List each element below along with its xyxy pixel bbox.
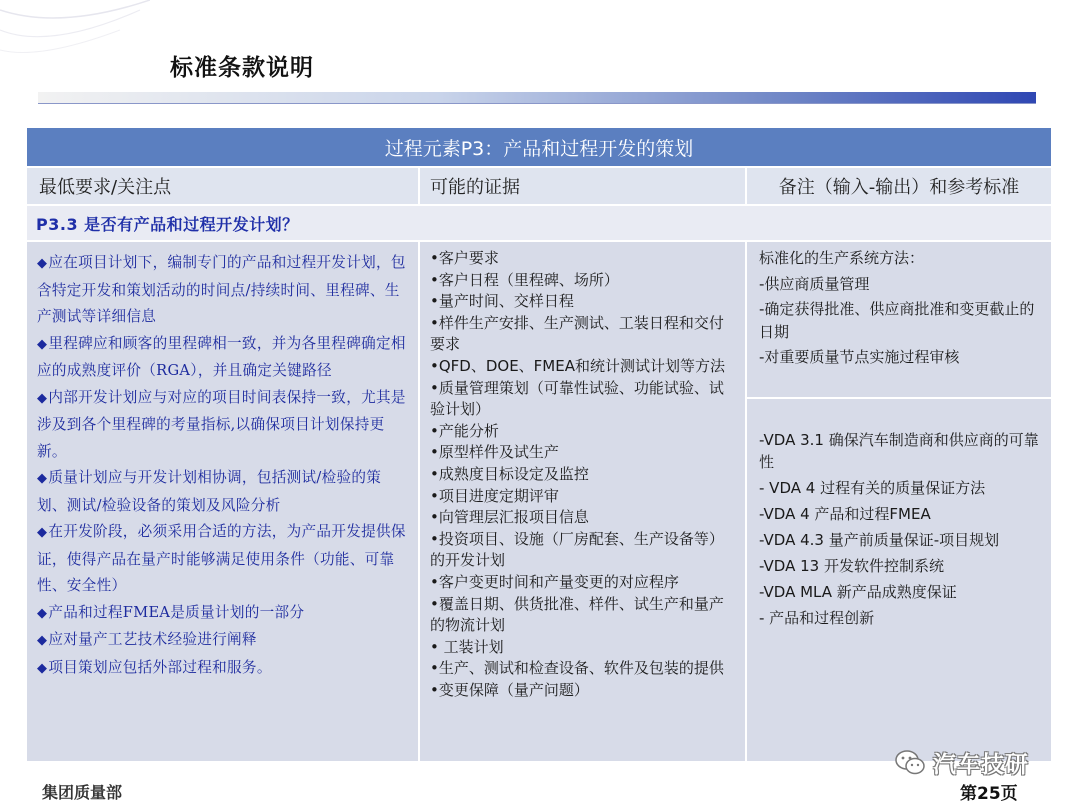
watermark [893,745,1029,779]
requirement-item: ◆里程碑应和顾客的里程碑相一致，并为各里程碑确定相应的成熟度评价（RGA），并且确定关键路径 [37,334,406,379]
wechat-icon [893,745,927,779]
evidence-item: •量产时间、交样日程 [430,292,574,311]
requirements-cell [27,242,420,763]
standard-reference: -VDA 4 产品和过程FMEA [759,505,931,523]
diamond-bullet-icon: ◆ [37,633,48,648]
evidence-item: •客户要求 [430,249,499,267]
requirement-item: ◆在开发阶段，必须采用合适的方法，为产品开发提供保证，使得产品在量产时能够满足使用条件（功能、可靠性、安全性） [37,523,406,594]
page-title: 标准条款说明 [170,55,314,81]
standard-reference: - 产品和过程创新 [759,609,875,627]
standard-reference: -VDA 13 开发软件控制系统 [759,557,944,575]
evidence-item: •向管理层汇报项目信息 [430,508,589,527]
standard-clause-table [27,128,1053,763]
standard-reference: -VDA MLA 新产品成熟度保证 [759,583,957,601]
evidence-cell [420,242,747,763]
diamond-bullet-icon: ◆ [37,390,48,406]
standard-reference: -VDA 3.1 确保汽车制造商和供应商的可靠性 [759,431,1039,471]
evidence-item: •变更保障（量产问题） [430,680,589,699]
remark-item: 标准化的生产系统方法： [759,249,925,267]
evidence-item: •生产、测试和检查设备、软件及包装的提供 [430,659,724,678]
evidence-item: •QFD、DOE、FMEA和统计测试计划等方法 [430,356,725,375]
evidence-item: •客户日程（里程碑、场所） [430,270,619,289]
header-evidence: 可能的证据 [420,168,747,206]
requirement-item: ◆内部开发计划应与对应的项目时间表保持一致，尤其是涉及到各个里程碑的考量指标,以确保项目计划保持更新。 [37,388,406,460]
diamond-bullet-icon: ◆ [37,660,48,676]
requirement-item: ◆质量计划应与开发计划相协调，包括测试/检验的策划、测试/检验设备的策划及风险分析 [37,469,382,514]
standard-reference: -VDA 4.3 量产前质量保证-项目规划 [759,531,1000,549]
section-question: P3.3 是否有产品和过程开发计划？ [27,206,1053,242]
standard-reference: - VDA 4 过程有关的质量保证方法 [759,479,986,497]
footer-department: 集团质量部 [42,783,123,802]
header-remarks: 备注（输入-输出）和参考标准 [747,168,1053,206]
evidence-item: •成熟度目标设定及监控 [430,464,589,483]
requirement-item: ◆应在项目计划下，编制专门的产品和过程开发计划，包含特定开发和策划活动的时间点/持续时间、里程碑、生产测试等详细信息 [37,254,406,325]
title-underline-bar [38,92,1036,104]
evidence-item: •覆盖日期、供货批准、样件、试生产和量产的物流计划 [430,594,724,635]
requirement-item: ◆应对量产工艺技术经验进行阐释 [37,631,257,648]
diamond-bullet-icon: ◆ [37,256,48,271]
requirement-item: ◆产品和过程FMEA是质量计划的一部分 [37,603,305,621]
table-banner: 过程元素P3：产品和过程开发的策划 [27,128,1053,168]
evidence-item: •样件生产安排、生产测试、工装日程和交付要求 [430,313,724,354]
evidence-item: •产能分析 [430,421,499,440]
remark-item: -供应商质量管理 [759,274,870,293]
requirement-item: ◆项目策划应包括外部过程和服务。 [37,658,272,676]
diamond-bullet-icon: ◆ [37,471,48,486]
evidence-item: •原型样件及试生产 [430,443,559,462]
header-requirements: 最低要求/关注点 [27,168,420,206]
watermark-text: 汽车技研 [933,751,1029,778]
evidence-item: •投资项目、设施（厂房配套、生产设备等）的开发计划 [430,529,724,570]
diamond-bullet-icon: ◆ [37,525,48,540]
evidence-item: •项目进度定期评审 [430,486,559,505]
diamond-bullet-icon: ◆ [37,605,48,621]
remark-item: -确定获得批准、供应商批准和变更截止的日期 [759,300,1035,341]
page-number: 第25页 [960,784,1018,804]
evidence-item: •质量管理策划（可靠性试验、功能试验、试验计划） [430,378,724,419]
remark-item: -对重要质量节点实施过程审核 [759,348,960,366]
remarks-top-cell [747,242,1053,399]
corner-decoration [0,0,150,100]
diamond-bullet-icon: ◆ [37,336,48,352]
evidence-item: •客户变更时间和产量变更的对应程序 [430,572,679,591]
evidence-item: • 工装计划 [430,637,504,656]
remarks-standards-cell [747,399,1053,763]
